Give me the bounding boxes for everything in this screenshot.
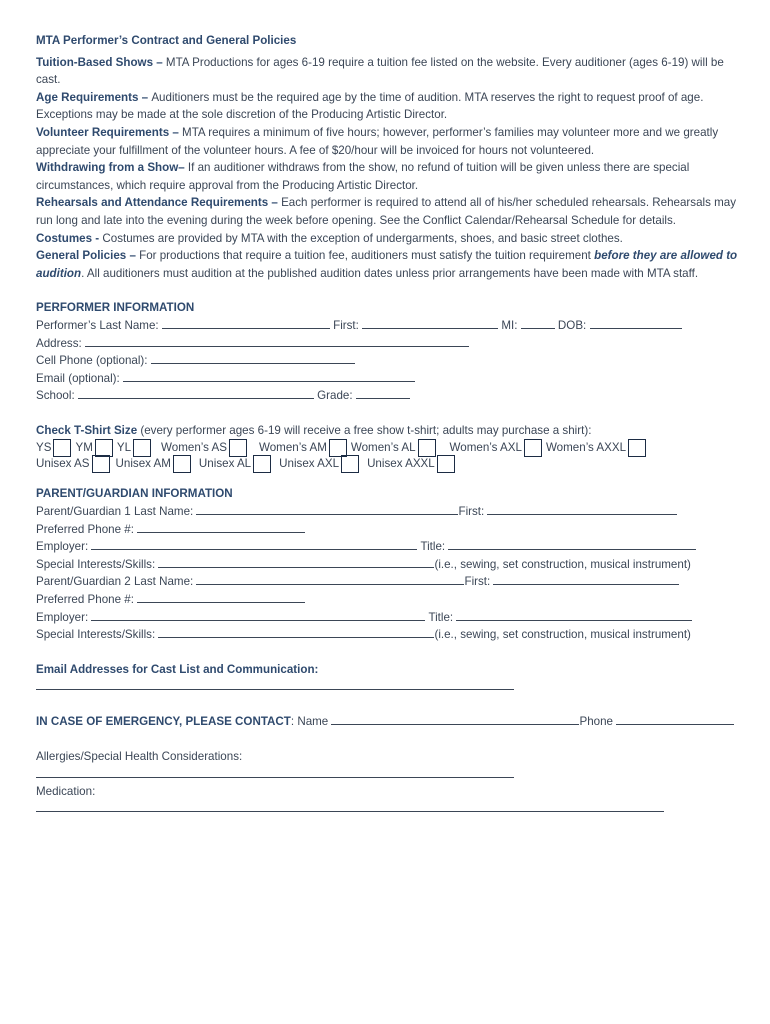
policy-separator: – (138, 90, 152, 104)
form-title: MTA Performer’s Contract and General Policies (36, 34, 297, 47)
policy-separator: – (153, 55, 166, 69)
policy-separator: – (169, 125, 183, 139)
performer-name-row (36, 317, 748, 335)
policy-text: Auditioners must be the required age by the time of audition. MTA reserves the right to request proof of age. Exceptions may be made at the sole discretion of the Producing Artistic Director. (36, 90, 704, 122)
tshirt-size-label: Women’s AM (259, 441, 327, 455)
dob-label: DOB: (557, 318, 587, 332)
parent2-interests-label: Special Interests/Skills: (36, 628, 156, 642)
tshirt-size-label: Women’s AXXL (545, 441, 627, 455)
first-name-field[interactable] (362, 317, 498, 329)
tshirt-size-option (279, 455, 363, 473)
tshirt-size-checkbox[interactable] (628, 439, 646, 457)
parent1-last-label: Parent/Guardian 1 Last Name: (36, 505, 194, 519)
policy-heading: Rehearsals and Attendance Requirements (36, 196, 269, 210)
policy-paragraph (36, 54, 748, 89)
tshirt-size-checkbox[interactable] (92, 455, 110, 473)
policy-heading: Withdrawing from a Show (36, 161, 179, 175)
medication-row (36, 800, 748, 817)
general-policies (36, 247, 748, 282)
policy-heading: Tuition-Based Shows (36, 55, 154, 69)
tshirt-size-label: YM (75, 441, 93, 455)
school-row (36, 387, 748, 405)
address-label: Address: (36, 336, 82, 350)
email-cast-row (36, 678, 748, 696)
parent2-phone-row (36, 591, 748, 609)
tshirt-size-checkbox[interactable] (437, 455, 455, 473)
first-name-label: First: (333, 318, 359, 332)
emergency-name-label: : Name (290, 715, 329, 729)
parent2-phone-label: Preferred Phone #: (36, 593, 134, 607)
policy-heading: Costumes (36, 231, 93, 245)
mi-field[interactable] (521, 317, 555, 329)
parent1-employer-field[interactable] (91, 538, 417, 550)
performer-heading: PERFORMER INFORMATION (36, 301, 195, 315)
policy-paragraph (36, 124, 748, 159)
email-cast-field[interactable] (36, 678, 514, 690)
policy-emphasis: before they are allowed to audition (36, 249, 738, 280)
parent2-employer-row (36, 609, 748, 627)
parent-heading: PARENT/GUARDIAN INFORMATION (36, 487, 233, 501)
policy-heading: General Policies (36, 249, 127, 263)
emergency-phone-field[interactable] (616, 713, 734, 725)
emergency-row (36, 713, 748, 731)
parent1-employer-label: Employer: (36, 540, 89, 554)
cell-field[interactable] (151, 352, 355, 364)
last-name-label: Performer’s Last Name: (36, 318, 159, 332)
tshirt-size-label: Unisex AL (198, 457, 252, 471)
address-field[interactable] (85, 335, 469, 347)
policy-text: Each performer is required to attend all of his/her scheduled rehearsals. Rehearsals may run long and late into the evening during the week before opening. See the Conflict Calendar/Rehearsal Schedule for details. (36, 196, 737, 227)
policy-paragraph (36, 230, 748, 248)
policy-text: . All auditioners must audition at the published audition dates unless prior arrangements have been made with MTA staff. (81, 266, 699, 280)
policy-paragraph (36, 89, 748, 124)
parent2-phone-field[interactable] (137, 591, 305, 603)
parent1-last-field[interactable] (196, 503, 458, 515)
allergies-row (36, 766, 748, 783)
parent2-name-row (36, 573, 748, 591)
emergency-name-field[interactable] (331, 713, 579, 725)
parent2-interests-row (36, 626, 748, 644)
parent2-last-field[interactable] (196, 573, 464, 585)
tshirt-size-option (546, 439, 650, 457)
parent1-phone-label: Preferred Phone #: (36, 522, 134, 536)
parent1-title-label: Title: (420, 540, 446, 554)
policy-text: MTA Productions for ages 6-19 require a tuition fee listed on the website. Every auditioner (ages 6-19) will be cast. (36, 55, 724, 87)
parent1-first-label: First: (458, 505, 485, 519)
policy-text: For productions that require a tuition fee, auditioners must satisfy the tuition requirement (139, 249, 595, 263)
emergency-heading: IN CASE OF EMERGENCY, PLEASE CONTACT (36, 715, 291, 729)
tshirt-size-option (199, 455, 275, 473)
tshirt-size-label: Unisex AXL (279, 457, 340, 471)
email-cast-heading: Email Addresses for Cast List and Communication: (36, 662, 319, 676)
policy-paragraph (36, 159, 748, 194)
tshirt-size-label: Women’s AXL (449, 441, 522, 455)
address-row (36, 335, 748, 353)
medication-field[interactable] (36, 800, 664, 812)
tshirt-size-label: Women’s AL (350, 441, 416, 455)
parent1-phone-row (36, 521, 748, 539)
tshirt-size-option (116, 455, 195, 473)
policy-text: Costumes are provided by MTA with the exception of undergarments, shoes, and basic street clothes. (102, 231, 623, 245)
email-field[interactable] (123, 370, 415, 382)
policy-separator: – (178, 161, 188, 175)
parent2-first-field[interactable] (493, 573, 679, 585)
parent1-interests-label: Special Interests/Skills: (36, 557, 156, 571)
tshirt-size-option (36, 455, 114, 473)
emergency-phone-label: Phone (579, 715, 614, 729)
policy-paragraph (36, 194, 748, 229)
parent1-employer-row (36, 538, 748, 556)
parent1-first-field[interactable] (487, 503, 677, 515)
tshirt-size-label: Unisex AS (36, 457, 90, 471)
dob-field[interactable] (590, 317, 682, 329)
contract-form (36, 32, 748, 817)
parent1-title-field[interactable] (448, 538, 696, 550)
policy-separator: - (92, 231, 103, 245)
tshirt-note: (every performer ages 6-19 will receive a free show t-shirt; adults may purchase a shirt): (137, 423, 592, 437)
tshirt-size-checkbox[interactable] (341, 455, 359, 473)
tshirt-size-checkbox[interactable] (253, 455, 271, 473)
email-label: Email (optional): (36, 371, 120, 385)
parent2-last-label: Parent/Guardian 2 Last Name: (36, 575, 194, 589)
tshirt-size-label: Unisex AXXL (367, 457, 435, 471)
policy-text: If an auditioner withdraws from the show, no refund of tuition will be given unless there are special circumstances, which require approval from the Producing Artistic Director. (36, 161, 690, 192)
medication-label: Medication: (36, 784, 96, 798)
grade-field[interactable] (356, 387, 410, 399)
tshirt-heading-row (36, 422, 748, 440)
tshirt-size-label: Women’s AS (161, 441, 227, 455)
parent2-interests-field[interactable] (158, 626, 434, 638)
parent2-employer-field[interactable] (91, 609, 425, 621)
grade-label: Grade: (317, 389, 353, 403)
parent1-interests-row (36, 556, 748, 574)
tshirt-size-option (450, 439, 546, 457)
tshirt-size-option (367, 455, 459, 473)
tshirt-size-checkbox[interactable] (173, 455, 191, 473)
email-row (36, 370, 748, 388)
policy-separator: – (126, 249, 140, 263)
parent2-title-label: Title: (428, 610, 454, 624)
tshirt-sizes-row-2 (36, 455, 748, 473)
tshirt-heading: Check T-Shirt Size (36, 423, 138, 437)
interests-note: (i.e., sewing, set construction, musical instrument) (434, 557, 691, 571)
cell-row (36, 352, 748, 370)
tshirt-size-label: YL (116, 441, 132, 455)
mi-label: MI: (501, 318, 518, 332)
allergies-field[interactable] (36, 766, 514, 778)
parent2-first-label: First: (464, 575, 491, 589)
parent1-phone-field[interactable] (137, 521, 305, 533)
parent1-name-row (36, 503, 748, 521)
policy-heading: Age Requirements (36, 90, 139, 104)
parent2-title-field[interactable] (456, 609, 692, 621)
allergies-label: Allergies/Special Health Considerations: (36, 750, 243, 763)
interests-note: (i.e., sewing, set construction, musical instrument) (434, 628, 691, 642)
policy-text: MTA requires a minimum of five hours; however, performer’s families may volunteer more and we greatly appreciate your fulfillment of the volunteer hours. A fee of $20/hour will be invoiced for hours not volunteered. (36, 125, 719, 157)
school-label: School: (36, 389, 75, 403)
parent1-interests-field[interactable] (158, 556, 434, 568)
tshirt-size-label: YS (36, 441, 52, 455)
tshirt-size-label: Unisex AM (115, 457, 171, 471)
policies-list (36, 54, 748, 248)
policy-separator: – (268, 196, 282, 210)
last-name-field[interactable] (162, 317, 330, 329)
tshirt-size-checkbox[interactable] (524, 439, 542, 457)
school-field[interactable] (78, 387, 314, 399)
policy-heading: Volunteer Requirements (36, 125, 170, 139)
cell-label: Cell Phone (optional): (36, 354, 148, 368)
parent2-employer-label: Employer: (36, 610, 89, 624)
